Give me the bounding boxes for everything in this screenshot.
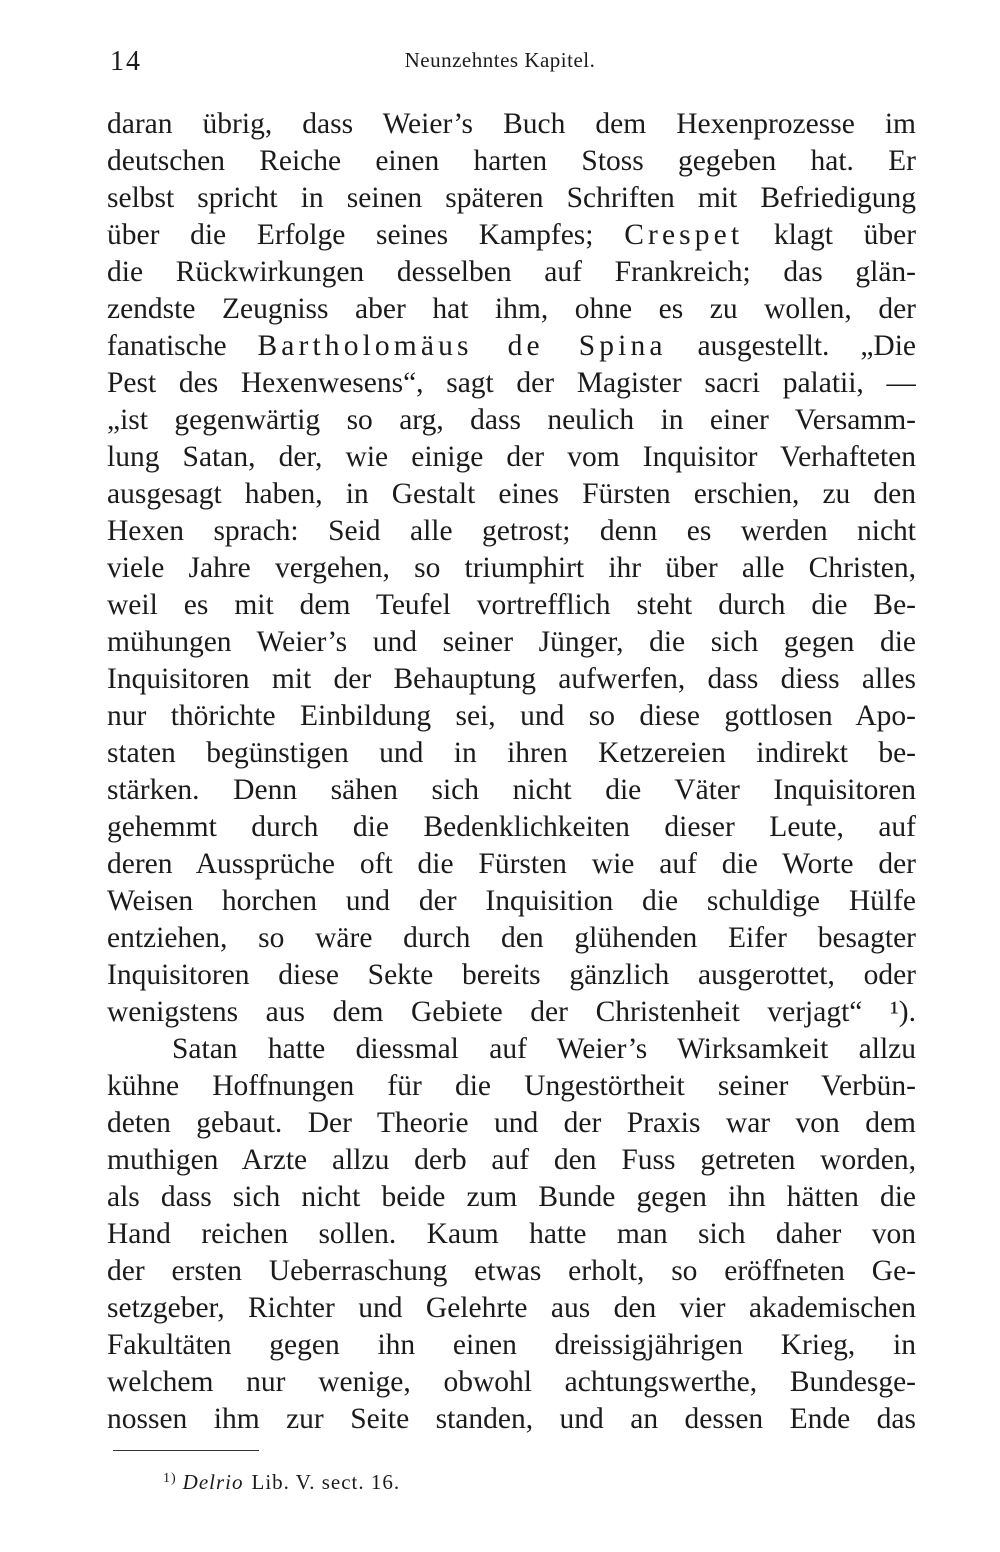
text-line: mühungen Weier’s und seiner Jünger, die sich gegen die [107,626,916,658]
footnote-reference: Lib. V. sect. 16. [251,1470,401,1494]
text-segment: fanatische [107,330,227,362]
text-line: muthigen Arzte allzu derb auf den Fuss getreten worden, [107,1144,916,1176]
text-line: entziehen, so wäre durch den glühenden Eifer besagter [107,922,916,954]
text-line: Hand reichen sollen. Kaum hatte man sich daher von [107,1218,916,1250]
text-line: deren Aussprüche oft die Fürsten wie auf die Worte der [107,848,916,880]
footnote-marker: 1) [163,1471,177,1486]
footnote-divider [113,1450,259,1451]
text-line: Fakultäten gegen ihn einen dreissigjährigen Krieg, in [107,1329,916,1361]
spaced-name-crespet: Crespet [624,219,744,251]
text-line: wenigstens aus dem Gebiete der Christenheit verjagt“ ¹). [107,996,916,1028]
footnote [163,1470,400,1495]
running-title: Neunzehntes Kapitel. [404,48,596,72]
text-line: nossen ihm zur Seite standen, und an dessen Ende das [107,1403,916,1435]
text-line: staten begünstigen und in ihren Ketzereien indirekt be- [107,737,916,769]
text-line: „ist gegenwärtig so arg, dass neulich in einer Versamm- [107,404,916,436]
text-line: ausgesagt haben, in Gestalt eines Fürsten erschien, zu den [107,478,916,510]
text-line: deutschen Reiche einen harten Stoss gegeben hat. Er [107,145,916,177]
text-line: welchem nur wenige, obwohl achtungswerthe, Bundesge- [107,1366,916,1398]
text-line: Inquisitoren mit der Behauptung aufwerfen, dass diess alles [107,663,916,695]
text-line: Hexen sprach: Seid alle getrost; denn es werden nicht [107,515,916,547]
text-line: als dass sich nicht beide zum Bunde gegen ihn hätten die [107,1181,916,1213]
text-segment: über die Erfolge seines Kampfes; [107,219,594,251]
text-line: stärken. Denn sähen sich nicht die Väter Inquisitoren [107,774,916,806]
text-line: Pest des Hexenwesens“, sagt der Magister sacri palatii, — [107,367,916,399]
text-line [107,217,916,254]
text-line: viele Jahre vergehen, so triumphirt ihr über alle Christen, [107,552,916,584]
text-line: Weisen horchen und der Inquisition die schuldige Hülfe [107,885,916,917]
footnote-author: Delrio [182,1470,244,1494]
paragraph-first-line: Satan hatte diessmal auf Weier’s Wirksamkeit allzu [172,1033,916,1065]
text-line: die Rückwirkungen desselben auf Frankreich; das glän- [107,256,916,288]
text-line: selbst spricht in seinen späteren Schriften mit Befriedigung [107,182,916,214]
body-text [107,106,916,1438]
text-line: kühne Hoffnungen für die Ungestörtheit seiner Verbün- [107,1070,916,1102]
text-line: weil es mit dem Teufel vortrefflich steht durch die Be- [107,589,916,621]
text-line: daran übrig, dass Weier’s Buch dem Hexenprozesse im [107,108,916,140]
text-line: deten gebaut. Der Theorie und der Praxis war von dem [107,1107,916,1139]
text-line [107,328,916,365]
text-line: Inquisitoren diese Sekte bereits gänzlich ausgerottet, oder [107,959,916,991]
text-line: setzgeber, Richter und Gelehrte aus den vier akademischen [107,1292,916,1324]
spaced-name-bartholomaeus: Bartholomäus de Spina [257,330,667,362]
text-line: nur thörichte Einbildung sei, und so diese gottlosen Apo- [107,700,916,732]
text-segment: klagt über [773,219,916,251]
text-line: lung Satan, der, wie einige der vom Inquisitor Verhafteten [107,441,916,473]
text-line: gehemmt durch die Bedenklichkeiten dieser Leute, auf [107,811,916,843]
text-line: zendste Zeugniss aber hat ihm, ohne es zu wollen, der [107,293,916,325]
page-number: 14 [110,46,142,77]
text-line: der ersten Ueberraschung etwas erholt, so eröffneten Ge- [107,1255,916,1287]
text-segment: ausgestellt. „Die [697,330,916,362]
